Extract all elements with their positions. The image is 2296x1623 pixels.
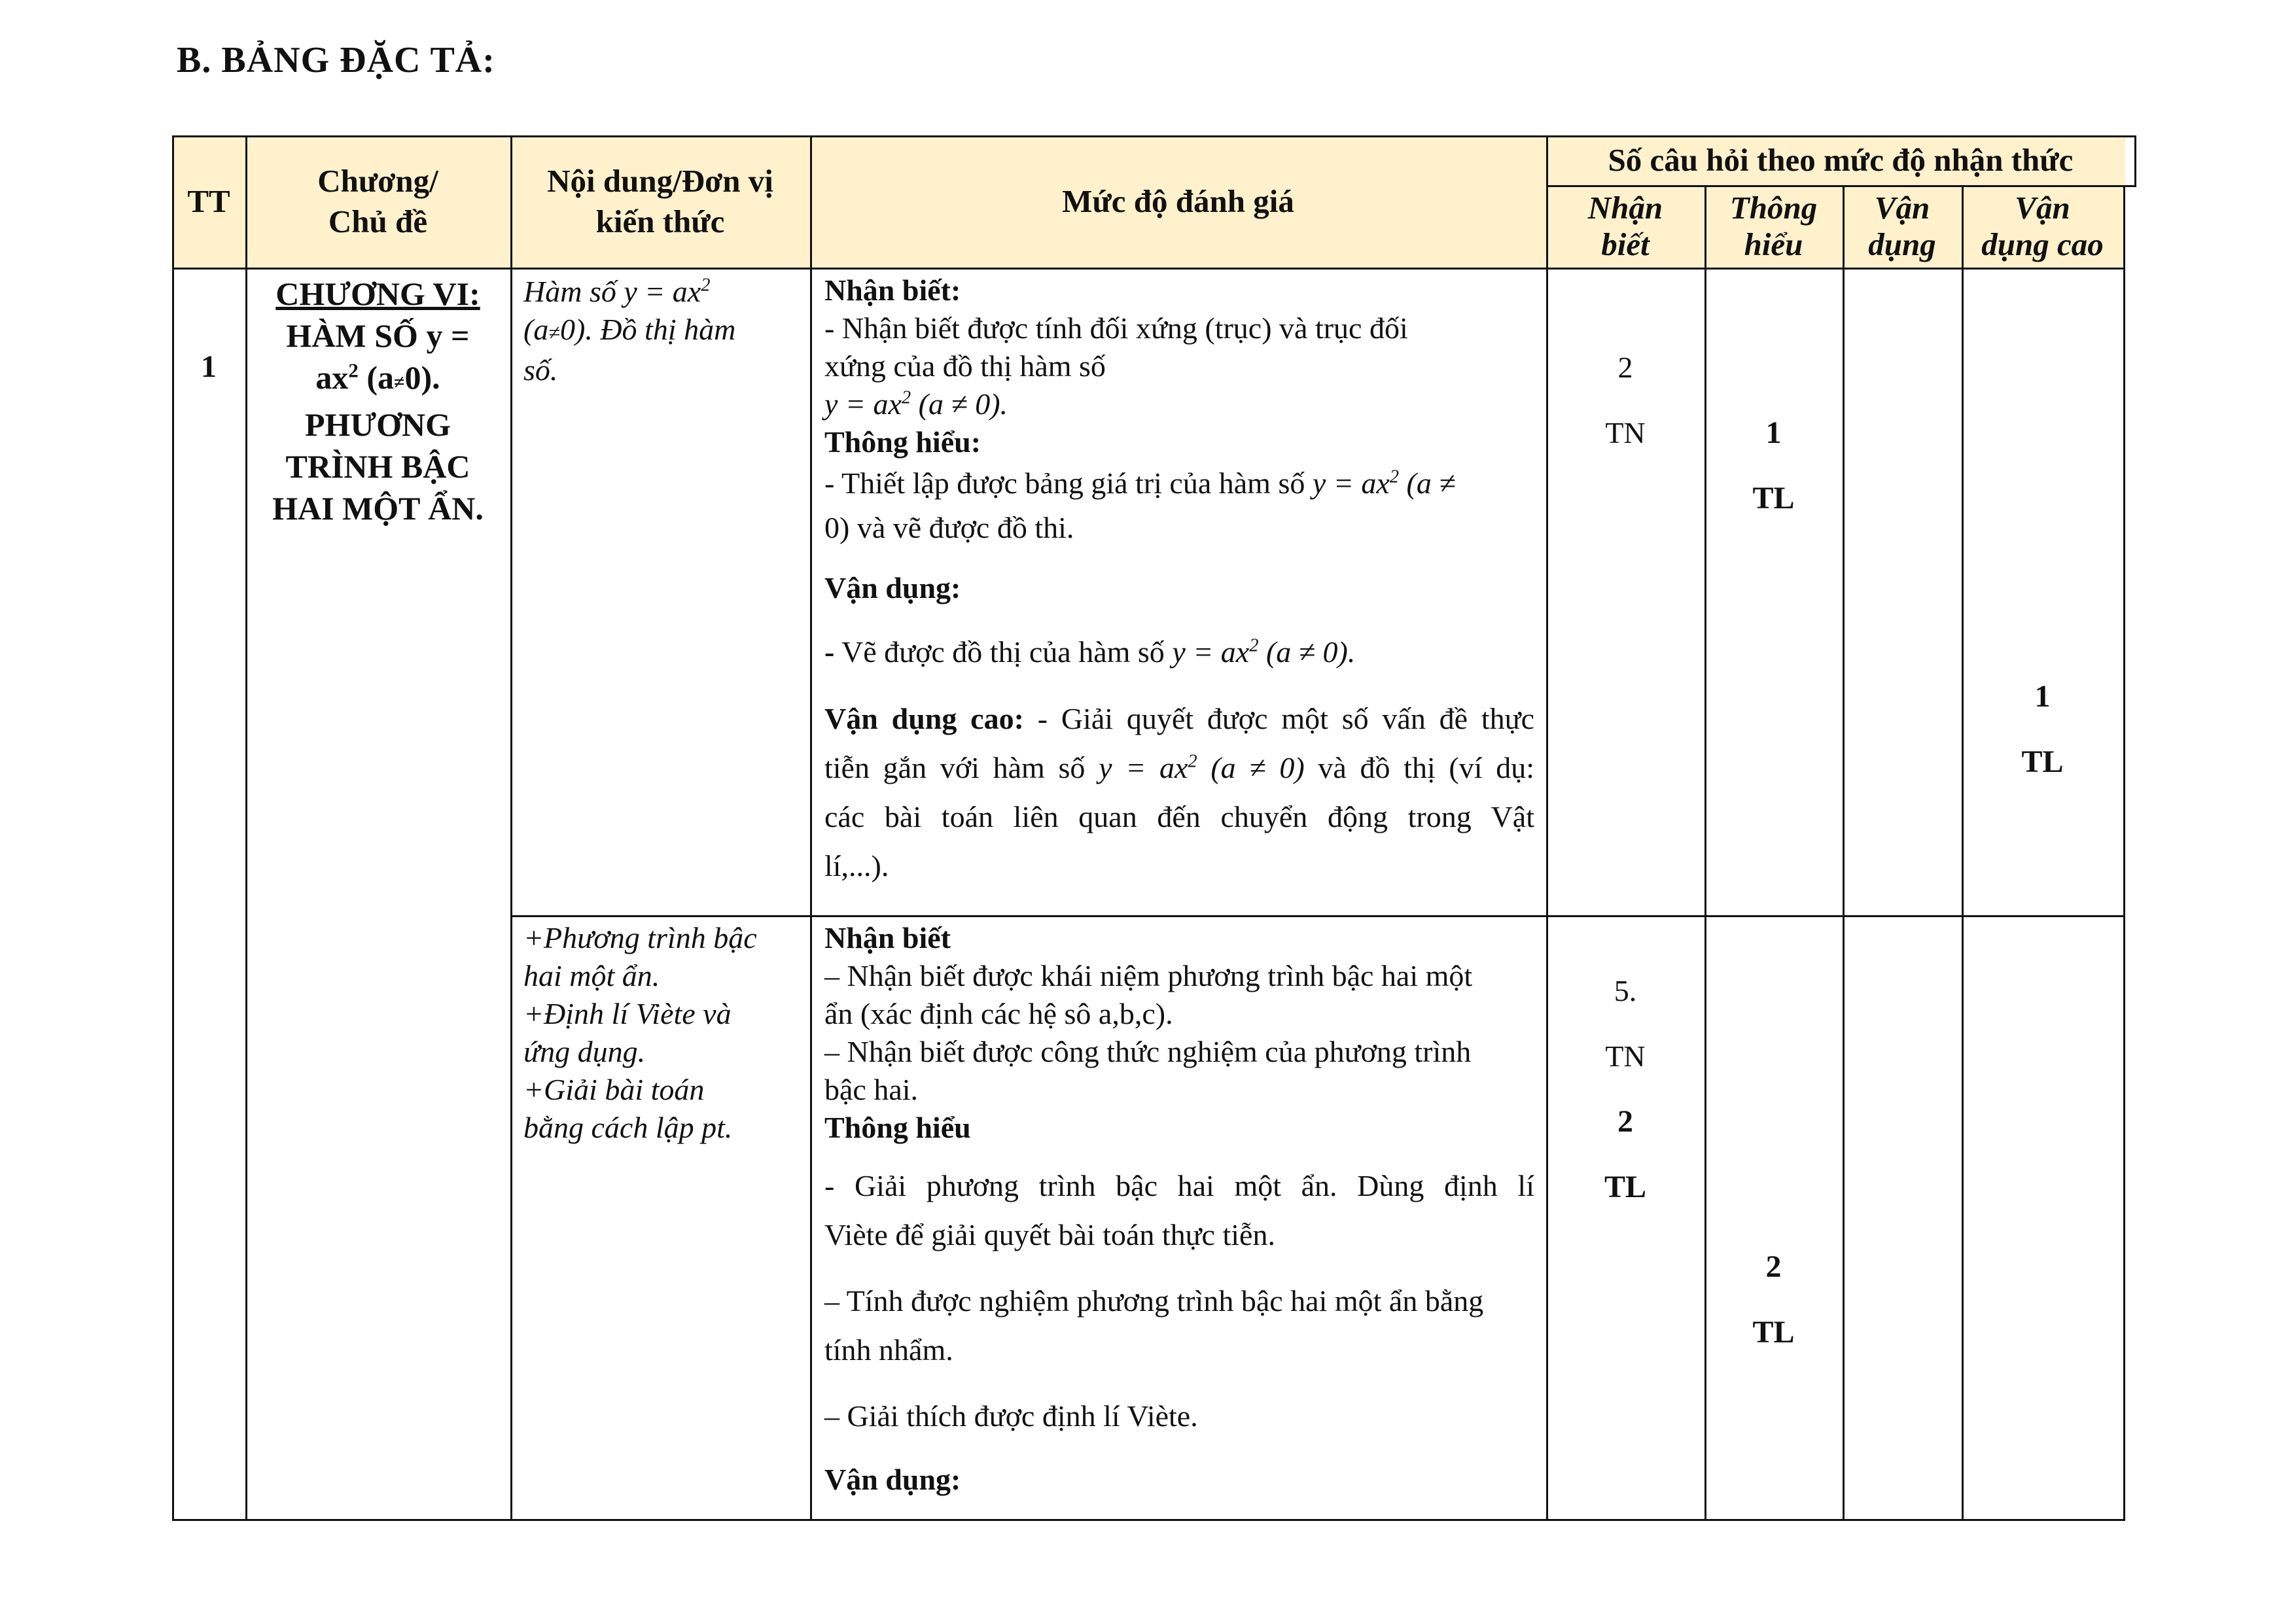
count-b-thong-hieu (1704, 1234, 1843, 1365)
row-number: 1 (201, 349, 217, 384)
header-tt (172, 135, 245, 268)
chapter-line3: $ax^2$ (a≠0). (315, 358, 440, 396)
evaluation-phuong-trinh (824, 919, 1534, 1504)
border (810, 135, 812, 1521)
content-b-line2: hai một ẩn. (523, 959, 660, 992)
eval-a-vd-title: Vận dụng: (824, 571, 961, 604)
eval-a-vdc-line4: lí,...). (824, 849, 889, 882)
header-chuong-line1: Chương/ (317, 163, 438, 199)
content-a-line3: số. (523, 353, 558, 387)
evaluation-ham-so (824, 271, 1534, 890)
count-b-th-type: TL (1752, 1315, 1795, 1350)
eval-b-nb-line1: – Nhận biết được khái niệm phương trình bậc hai một (824, 959, 1473, 992)
header-van-dung-cao-line2: dụng cao (1981, 226, 2104, 262)
content-b-line4: ứng dụng. (523, 1035, 646, 1068)
eval-b-th-line3: – Tính được nghiệm phương trình bậc hai một ẩn bằng (824, 1284, 1484, 1318)
chapter-line4: PHƯƠNG (304, 406, 451, 443)
header-so-cau-hoi (1546, 135, 2135, 185)
header-chuong-line2: Chủ đề (328, 203, 428, 239)
eval-b-th-line4: tính nhẩm. (824, 1333, 953, 1367)
border (510, 915, 2125, 917)
count-a-nhan-biet (1546, 335, 1704, 466)
chapter-line5: TRÌNH BẬC (285, 448, 470, 485)
eval-b-nb-title: Nhận biết (824, 921, 951, 954)
header-so-cau-hoi-label: Số câu hỏi theo mức độ nhận thức (1608, 142, 2074, 178)
eval-a-vdc-line2: tiễn gắn với hàm số $y = ax^2$ (a ≠ 0) và đồ thị (ví dụ: (824, 751, 1534, 784)
header-noi-dung-line2: kiến thức (595, 203, 725, 239)
chapter-title (245, 273, 510, 529)
header-van-dung-line1: Vận (1874, 190, 1930, 226)
eval-a-nb-line3: $y = ax^2$ (a ≠ 0). (824, 387, 1008, 421)
header-van-dung-cao-line1: Vận (2015, 190, 2070, 226)
eval-b-nb-line4: bậc hai. (824, 1073, 919, 1106)
chapter-line1: CHƯƠNG VI: (275, 275, 480, 312)
border (2123, 185, 2125, 1521)
header-nhan-biet-line2: biết (1601, 226, 1650, 262)
header-thong-hieu-line2: hiểu (1744, 226, 1803, 262)
header-chuong (245, 135, 510, 268)
eval-a-vdc-line1: Vận dụng cao: - Giải quyết được một số vấn đề thực (824, 702, 1534, 735)
chapter-line2: HÀM SỐ y = (286, 317, 470, 354)
border (172, 135, 174, 1521)
content-unit-ham-so (523, 273, 805, 389)
eval-b-nb-line2: ẩn (xác định các hệ sô a,b,c). (824, 997, 1173, 1030)
header-van-dung-cao (1962, 185, 2123, 268)
count-b-nb-type: TN (1605, 1039, 1646, 1073)
count-a-van-dung-cao (1962, 664, 2123, 795)
border (1843, 185, 1845, 1521)
eval-a-nb-line2: xứng của đồ thị hàm số (824, 349, 1106, 383)
eval-b-th-line2: Viète để giải quyết bài toán thực tiễn. (824, 1218, 1275, 1251)
header-van-dung (1843, 185, 1962, 268)
count-a-nb-number: 2 (1617, 351, 1633, 384)
header-nhan-biet-line1: Nhận (1587, 190, 1663, 226)
header-thong-hieu-line1: Thông (1729, 190, 1818, 226)
count-a-th-type: TL (1752, 481, 1795, 515)
content-a-line2: (a≠0). Đồ thị hàm (523, 313, 736, 346)
eval-a-nb-line1: - Nhận biết được tính đối xứng (trục) và trục đối (824, 311, 1408, 345)
border (1962, 185, 1964, 1521)
eval-b-th-line1: - Giải phương trình bậc hai một ẩn. Dùng định lí (824, 1169, 1534, 1202)
count-a-nb-type: TN (1605, 416, 1646, 449)
count-b-th-number: 2 (1765, 1249, 1782, 1284)
header-van-dung-line2: dụng (1868, 226, 1936, 262)
eval-a-nb-title: Nhận biết: (824, 273, 961, 307)
count-b-nb-type2: TL (1604, 1170, 1647, 1204)
header-thong-hieu (1704, 185, 1843, 268)
eval-a-th-line2: 0) và vẽ được đồ thi. (824, 511, 1074, 544)
eval-a-vd-line1: - Vẽ được đồ thị của hàm số $y = ax^2$ (a ≠ 0). (824, 635, 1356, 669)
header-muc-do (810, 135, 1546, 268)
chapter-line6: HAI MỘT ẨN. (272, 490, 484, 527)
eval-a-vdc-line3: các bài toán liên quan đến chuyển động trong Vật (824, 800, 1534, 833)
section-heading: B. BẢNG ĐẶC TẢ: (177, 40, 495, 80)
content-b-line3: +Định lí Viète và (523, 997, 732, 1030)
count-b-nb-number2: 2 (1617, 1104, 1633, 1139)
content-b-line5: +Giải bài toán (523, 1073, 705, 1106)
eval-a-th-line1: - Thiết lập được bảng giá trị của hàm số $y = ax^2$ (a ≠ (824, 466, 1456, 500)
eval-a-th-title: Thông hiểu: (824, 425, 981, 459)
eval-b-nb-line3: – Nhận biết được công thức nghiệm của phương trình (824, 1035, 1472, 1068)
content-a-line1: Hàm số $y = ax^2$ (523, 275, 711, 308)
specification-table (172, 135, 2136, 1521)
header-muc-do-label: Mức độ đánh giá (1062, 183, 1294, 219)
border (172, 1519, 2125, 1521)
eval-b-th-line5: – Giải thích được định lí Viète. (824, 1399, 1198, 1433)
content-unit-phuong-trinh (523, 919, 805, 1147)
content-b-line1: +Phương trình bậc (523, 921, 757, 954)
eval-b-th-title: Thông hiểu (824, 1111, 971, 1144)
header-tt-label: TT (187, 183, 230, 219)
count-a-thong-hieu (1704, 400, 1843, 531)
header-noi-dung-line1: Nội dung/Đơn vị (547, 163, 773, 199)
eval-b-vd-title: Vận dụng: (824, 1463, 961, 1496)
border (510, 135, 512, 1521)
count-b-nhan-biet (1546, 958, 1704, 1220)
count-a-th-number: 1 (1765, 415, 1782, 450)
count-b-nb-number: 5. (1614, 974, 1637, 1007)
header-noi-dung (510, 135, 810, 268)
count-a-vdc-type: TL (2021, 744, 2064, 779)
header-nhan-biet (1546, 185, 1704, 268)
count-a-vdc-number: 1 (2034, 679, 2051, 714)
border (172, 268, 2125, 270)
content-b-line6: bằng cách lập pt. (523, 1111, 733, 1144)
